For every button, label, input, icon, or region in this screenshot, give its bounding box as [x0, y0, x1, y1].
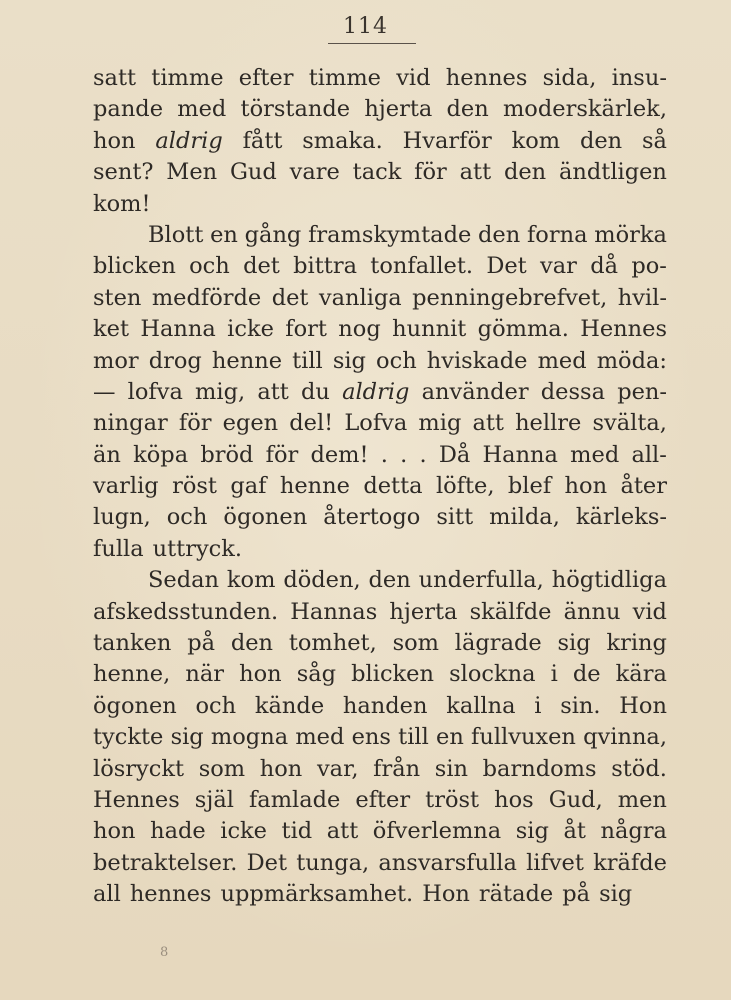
word: medförde	[151, 284, 262, 311]
text-line	[93, 189, 667, 220]
word: Blott	[148, 221, 204, 248]
word: henne	[279, 473, 350, 500]
word: henne,	[93, 661, 171, 688]
word: sent?	[93, 159, 154, 186]
word: kärleks-	[575, 504, 667, 531]
word: insu-	[611, 65, 667, 91]
word: betraktelser.	[93, 849, 238, 876]
margin-mark: 8	[160, 945, 169, 960]
word: satt	[93, 65, 137, 91]
word: Hon	[422, 881, 470, 908]
word: slockna	[449, 661, 536, 688]
word: och	[189, 253, 230, 280]
word: bittra	[293, 253, 357, 280]
word: att	[472, 410, 504, 437]
word: en	[210, 221, 238, 248]
word: all	[93, 881, 121, 908]
word: Lofva	[344, 410, 408, 437]
word: mig	[418, 410, 462, 437]
word: den	[478, 221, 521, 248]
word: vid	[632, 598, 667, 625]
word: åt	[563, 818, 586, 845]
word: tunga,	[296, 849, 370, 876]
word: aldrig	[155, 127, 223, 154]
text-line	[93, 251, 667, 282]
word: hon	[93, 127, 136, 154]
word: men	[617, 786, 667, 813]
word: hunnit	[392, 316, 467, 343]
word: löfte,	[435, 473, 495, 500]
word: hade	[150, 818, 206, 845]
word: Sedan	[148, 567, 220, 594]
text-line	[93, 471, 667, 502]
word: del!	[289, 410, 334, 437]
word: använder	[421, 378, 529, 405]
word: —	[93, 378, 116, 405]
text-line	[93, 785, 667, 816]
word: för	[265, 441, 299, 468]
word: ansvarsfulla	[378, 849, 517, 876]
word: .	[400, 441, 408, 468]
word: lugn,	[93, 504, 151, 531]
word: fullvuxen	[471, 724, 576, 751]
word: sida,	[542, 65, 597, 91]
word: hjerta	[364, 96, 433, 123]
word: vanliga	[318, 284, 402, 311]
word: Gud	[229, 159, 277, 186]
word: från	[373, 755, 421, 782]
word: än	[93, 441, 121, 468]
word: sig	[515, 818, 549, 845]
word: milda,	[489, 504, 560, 531]
word: vid	[396, 65, 431, 91]
text-line	[93, 659, 667, 690]
word: drog	[148, 347, 202, 374]
word: hon	[93, 818, 136, 845]
word: det	[271, 284, 309, 311]
word: lägrade	[454, 630, 542, 657]
word: den	[368, 567, 411, 594]
word: hennes	[129, 881, 212, 908]
word: återtogo	[323, 504, 421, 531]
word: sten	[93, 284, 142, 311]
word: och	[195, 692, 237, 719]
word: var,	[316, 755, 359, 782]
word: blef	[507, 473, 552, 500]
word: pande	[93, 96, 164, 123]
word: Gud,	[548, 786, 603, 813]
word: hellre	[515, 410, 582, 437]
word: med	[295, 724, 345, 751]
word: sig	[170, 724, 204, 751]
word: kallna	[446, 692, 516, 719]
word: tack	[352, 159, 402, 186]
text-line	[93, 220, 667, 251]
word: icke	[227, 316, 274, 343]
word: hon	[564, 473, 608, 500]
text-line	[93, 283, 667, 314]
word: du	[300, 378, 330, 405]
text-line	[93, 565, 667, 596]
word: hon	[259, 755, 303, 782]
word: den	[503, 159, 547, 186]
word: köpa	[133, 441, 189, 468]
text-line	[93, 502, 667, 533]
word: smaka.	[302, 127, 383, 154]
word: tyckte	[93, 724, 164, 751]
word: kräfde	[593, 849, 667, 876]
word: kom	[511, 127, 561, 154]
word: Det	[246, 849, 288, 876]
word: blicken	[93, 253, 176, 280]
word: fulla	[93, 535, 144, 562]
text-line	[93, 377, 667, 408]
word: penningebrefvet,	[412, 284, 608, 311]
word: tid	[281, 818, 313, 845]
word: såg	[296, 661, 337, 688]
word: kära	[615, 661, 667, 688]
word: sig	[557, 630, 591, 657]
word: hvil-	[617, 284, 667, 311]
word: .	[419, 441, 427, 468]
word: hjerta	[389, 598, 458, 625]
word: ändtligen	[558, 159, 667, 186]
word: var	[540, 253, 577, 280]
text-line	[93, 346, 667, 377]
text-line	[93, 157, 667, 188]
word: ännu	[563, 598, 621, 625]
word: afskedsstunden.	[93, 598, 279, 625]
word: kände	[254, 692, 325, 719]
word: sin	[434, 755, 469, 782]
word: det	[243, 253, 280, 280]
word: framskymtade	[308, 221, 472, 248]
word: för	[178, 410, 212, 437]
word: gaf	[230, 473, 267, 500]
word: uppmärksamhet.	[220, 881, 414, 908]
word: för	[414, 159, 447, 186]
word: med	[570, 441, 620, 468]
text-line	[93, 597, 667, 628]
word: underfulla,	[418, 567, 544, 594]
word: hos	[494, 786, 534, 813]
paragraph	[93, 565, 667, 910]
text-line	[93, 816, 667, 847]
word: öfverlemna	[372, 818, 502, 845]
word: Men	[166, 159, 218, 186]
word: hviskade	[426, 347, 528, 374]
word: efter	[355, 786, 411, 813]
text-line	[93, 440, 667, 471]
word: Hon	[619, 692, 667, 719]
text-line	[93, 628, 667, 659]
word: när	[185, 661, 225, 688]
word: famlade	[248, 786, 341, 813]
word: pen-	[617, 378, 667, 405]
word: forna	[526, 221, 588, 248]
word: sig	[599, 881, 633, 908]
word: högtidliga	[551, 567, 667, 594]
word: bröd	[200, 441, 254, 468]
word: egen	[222, 410, 279, 437]
paragraph	[93, 63, 667, 220]
word: några	[600, 818, 667, 845]
word: ket	[93, 316, 129, 343]
word: kom	[226, 567, 276, 594]
text-line	[93, 408, 667, 439]
text-line	[93, 879, 667, 910]
word: i	[550, 661, 558, 688]
word: stöd.	[611, 755, 667, 782]
word: på	[562, 881, 591, 908]
word: som	[392, 630, 439, 657]
word: skälfde	[469, 598, 552, 625]
word: den	[446, 96, 489, 123]
word: nog	[338, 316, 381, 343]
word: mig,	[195, 378, 246, 405]
word: po-	[631, 253, 667, 280]
word: vare	[289, 159, 340, 186]
word: den	[579, 127, 623, 154]
word: svälta,	[592, 410, 667, 437]
word: lofva	[127, 378, 183, 405]
word: dessa	[540, 378, 606, 405]
word: till	[292, 347, 323, 374]
word: en	[436, 724, 464, 751]
header-rule	[328, 43, 416, 44]
word: Det	[486, 253, 527, 280]
word: i	[534, 692, 542, 719]
word: så	[642, 127, 667, 154]
word: Hannas	[290, 598, 378, 625]
word: icke	[220, 818, 267, 845]
page-number: 114	[343, 14, 388, 39]
word: sitt	[436, 504, 474, 531]
word: och	[376, 347, 417, 374]
text-line	[93, 691, 667, 722]
word: detta	[363, 473, 423, 500]
word: tanken	[93, 630, 172, 657]
word: och	[166, 504, 208, 531]
word: fått	[242, 127, 283, 154]
word: sig	[332, 347, 366, 374]
word: döden,	[283, 567, 361, 594]
word: då	[590, 253, 619, 280]
word: dem!	[310, 441, 369, 468]
word: .	[380, 441, 388, 468]
word: tomhet,	[288, 630, 377, 657]
text-line	[93, 534, 667, 565]
word: med	[177, 96, 227, 123]
word: timme	[308, 65, 381, 91]
word: Hvarför	[402, 127, 492, 154]
paragraph	[93, 220, 667, 565]
word: ögonen	[223, 504, 308, 531]
word: ens	[351, 724, 391, 751]
text-line	[93, 848, 667, 879]
word: mor	[93, 347, 139, 374]
word: varlig	[93, 473, 159, 500]
word: tröst	[425, 786, 480, 813]
word: ögonen	[93, 692, 177, 719]
text-line	[93, 722, 667, 753]
word: moderskärlek,	[502, 96, 667, 123]
word: möda:	[596, 347, 667, 374]
word: mogna	[210, 724, 289, 751]
word: sin.	[560, 692, 601, 719]
word: aldrig	[342, 378, 410, 405]
text-line	[93, 94, 667, 125]
word: Hanna	[140, 316, 216, 343]
text-line	[93, 126, 667, 157]
word: hon	[239, 661, 282, 688]
word: barndoms	[482, 755, 597, 782]
word: fort	[285, 316, 327, 343]
word: att	[326, 818, 359, 845]
word: kom!	[93, 190, 151, 217]
word: de	[572, 661, 601, 688]
word: Hennes	[93, 786, 180, 813]
word: att	[459, 159, 492, 186]
word: själ	[194, 786, 234, 813]
word: Då	[438, 441, 471, 468]
word: hennes	[445, 65, 528, 91]
word: röst	[172, 473, 217, 500]
text-line	[93, 754, 667, 785]
word: tonfallet.	[370, 253, 474, 280]
word: uttryck.	[152, 535, 243, 562]
word: gång	[244, 221, 302, 248]
word: lösryckt	[93, 755, 185, 782]
word: på	[187, 630, 216, 657]
word: med	[537, 347, 587, 374]
word: åter	[620, 473, 667, 500]
word: mörka	[594, 221, 667, 248]
word: till	[398, 724, 429, 751]
word: all-	[631, 441, 667, 468]
word: kring	[606, 630, 667, 657]
word: ningar	[93, 410, 168, 437]
word: att	[257, 378, 289, 405]
word: rätade	[478, 881, 554, 908]
word: henne	[211, 347, 283, 374]
word: som	[198, 755, 246, 782]
text-line	[93, 63, 667, 94]
word: timme	[151, 65, 224, 91]
word: efter	[238, 65, 294, 91]
body-text	[93, 63, 667, 911]
word: Hennes	[580, 316, 667, 343]
word: blicken	[351, 661, 434, 688]
word: lifvet	[526, 849, 584, 876]
word: törstande	[240, 96, 351, 123]
word: qvinna,	[583, 724, 667, 751]
word: Hanna	[482, 441, 558, 468]
word: handen	[342, 692, 428, 719]
text-line	[93, 314, 667, 345]
word: den	[230, 630, 274, 657]
word: gömma.	[477, 316, 569, 343]
